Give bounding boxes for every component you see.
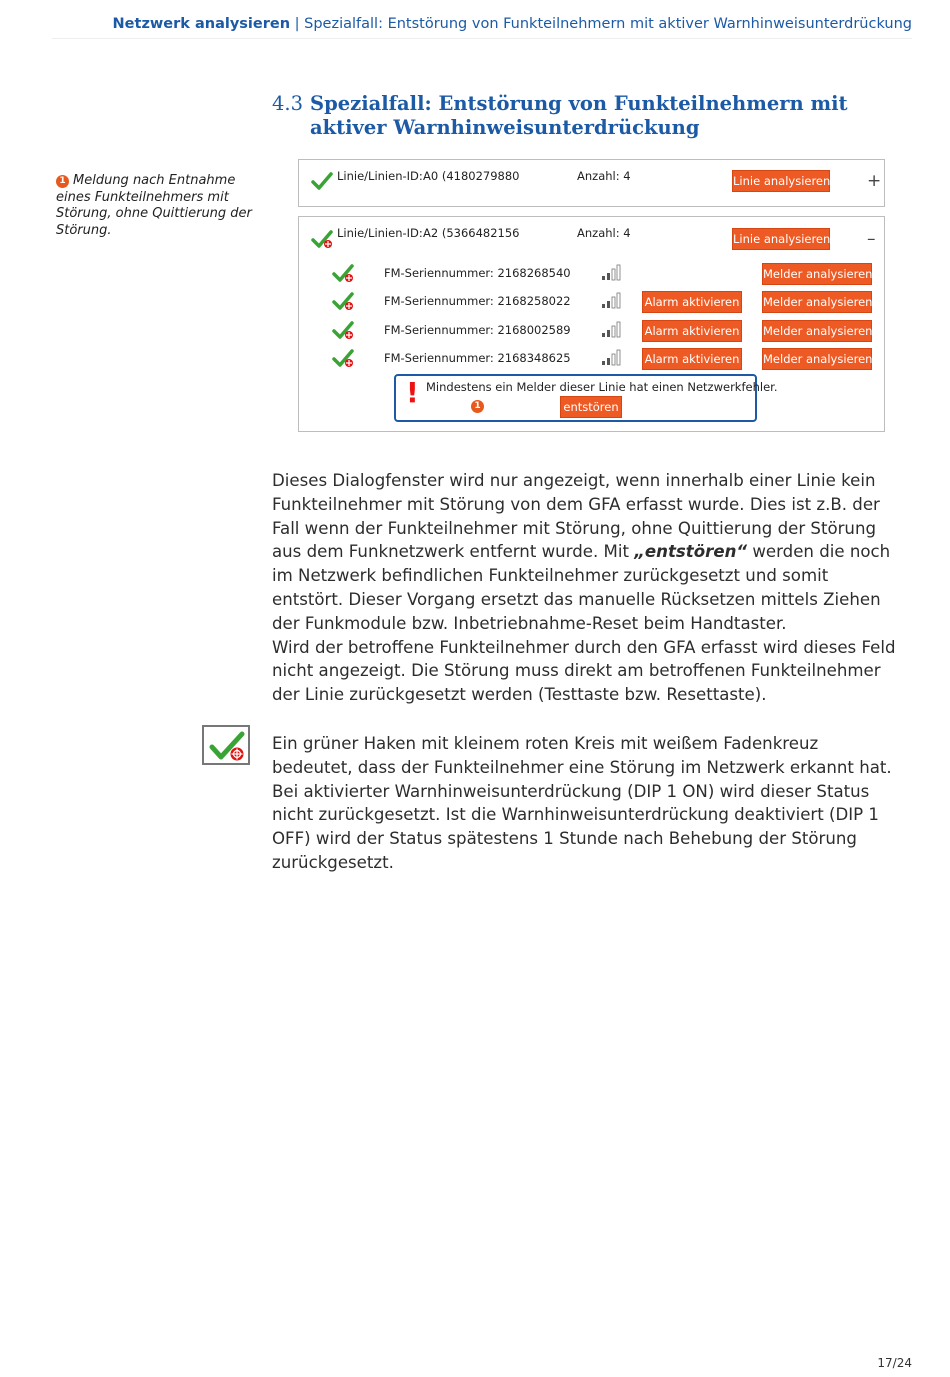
- body-paragraphs-1: [272, 469, 900, 707]
- page-number: 17/24: [877, 1356, 912, 1370]
- header-section: Netzwerk analysieren: [112, 16, 291, 32]
- activate-alarm-button[interactable]: Alarm aktivieren: [642, 348, 742, 370]
- line-panel-a0: [298, 159, 885, 207]
- check-icon: [311, 171, 333, 191]
- header-subtitle: Spezialfall: Entstörung von Funkteilnehmern mit aktiver Warnhinweisunterdrückung: [304, 16, 912, 32]
- alert-message: Mindestens ein Melder dieser Linie hat einen Netzwerkfehler.: [426, 380, 778, 394]
- section-heading: [272, 92, 892, 140]
- analyze-detector-button[interactable]: Melder analysieren: [762, 291, 872, 313]
- check-error-icon: [209, 730, 247, 762]
- signal-strength-icon: [601, 263, 621, 281]
- expand-toggle[interactable]: +: [867, 171, 882, 191]
- paragraph: Bei aktivierter Warnhinweisunterdrückung (DIP 1 ON) wird dieser Status nicht zurückgesetzt. Ist die Warnhinweisunterdrückung deaktiviert (DIP 1 OFF) wird der Status spätestens 1 Stunde nach Behebung der Störung zurückgesetzt.: [272, 781, 879, 872]
- line-id-value: A2 (5366482156: [423, 226, 520, 240]
- clear-fault-button[interactable]: entstören: [560, 396, 622, 418]
- analyze-line-button[interactable]: Linie analysieren: [732, 228, 830, 250]
- paragraph-text: werden die noch im Netzwerk befindlichen Funkteilnehmer zurückgesetzt und somit entstört. Dieser Vorgang ersetzt das manuelle Rücksetzen mittels Ziehen der Funkmodule bzw. Inbetriebnahme-Reset beim Handtaster.: [272, 542, 891, 633]
- header-divider: [52, 38, 912, 39]
- device-serial: FM-Seriennummer: 2168348625: [384, 351, 571, 365]
- side-note: [56, 173, 256, 239]
- line-id-label: Linie/Linien-ID:: [337, 169, 423, 183]
- activate-alarm-button[interactable]: Alarm aktivieren: [642, 291, 742, 313]
- emphasis-entstoeren: „entstören“: [634, 542, 748, 562]
- paragraph: Ein grüner Haken mit kleinem roten Kreis mit weißem Fadenkreuz bedeutet, dass der Funkteilnehmer eine Störung im Netzwerk erkannt hat.: [272, 734, 892, 777]
- activate-alarm-button[interactable]: Alarm aktivieren: [642, 320, 742, 342]
- signal-strength-icon: [601, 348, 621, 366]
- paragraph: [272, 469, 900, 636]
- check-error-icon: [311, 229, 335, 249]
- analyze-detector-button[interactable]: Melder analysieren: [762, 263, 872, 285]
- check-error-icon: [332, 263, 356, 283]
- check-error-icon: [332, 320, 356, 340]
- section-title: Spezialfall: Entstörung von Funkteilnehmern mit aktiver Warnhinweisunterdrückung: [310, 92, 848, 139]
- running-header: [113, 16, 912, 32]
- device-serial: FM-Seriennummer: 2168268540: [384, 266, 571, 280]
- paragraph-text: Dieses Dialogfenster wird nur angezeigt, wenn innerhalb einer Linie kein Funkteilnehmer mit Störung von dem GFA erfasst wurde. Dies ist z.B. der Fall wenn der Funkteilnehmer mit Störung, ohne Quittierung der Störung aus dem Funknetzwerk entfernt wurde. Mit: [272, 471, 880, 562]
- signal-strength-icon: [601, 320, 621, 338]
- network-error-alert: [394, 374, 778, 422]
- callout-marker: 1: [471, 400, 484, 413]
- body-paragraphs-2: [272, 732, 900, 875]
- device-serial: FM-Seriennummer: 2168002589: [384, 323, 571, 337]
- header-separator: |: [294, 16, 300, 32]
- check-error-icon: [332, 291, 356, 311]
- check-error-icon: [332, 348, 356, 368]
- line-id-value: A0 (4180279880: [423, 169, 520, 183]
- analyze-detector-button[interactable]: Melder analysieren: [762, 348, 872, 370]
- paragraph: Wird der betroffene Funkteilnehmer durch den GFA erfasst wird dieses Feld nicht angezeigt. Die Störung muss direkt am betroffenen Funkteilnehmer der Linie zurückgesetzt werden (Testtaste bzw. Resettaste).: [272, 637, 896, 705]
- collapse-toggle[interactable]: –: [867, 229, 876, 249]
- signal-strength-icon: [601, 291, 621, 309]
- side-note-text: Meldung nach Entnahme eines Funkteilnehmers mit Störung, ohne Quittierung der Störung.: [56, 173, 252, 238]
- line-panel-a2: [298, 216, 885, 432]
- device-count: Anzahl: 4: [577, 169, 631, 183]
- section-number: 4.3: [272, 92, 304, 115]
- device-count: Anzahl: 4: [577, 226, 631, 240]
- analyze-line-button[interactable]: Linie analysieren: [732, 170, 830, 192]
- device-serial: FM-Seriennummer: 2168258022: [384, 294, 571, 308]
- analyze-detector-button[interactable]: Melder analysieren: [762, 320, 872, 342]
- legend-icon-box: [202, 725, 250, 765]
- warning-icon: !: [406, 376, 419, 409]
- callout-marker: 1: [56, 175, 69, 188]
- line-id-label: Linie/Linien-ID:: [337, 226, 423, 240]
